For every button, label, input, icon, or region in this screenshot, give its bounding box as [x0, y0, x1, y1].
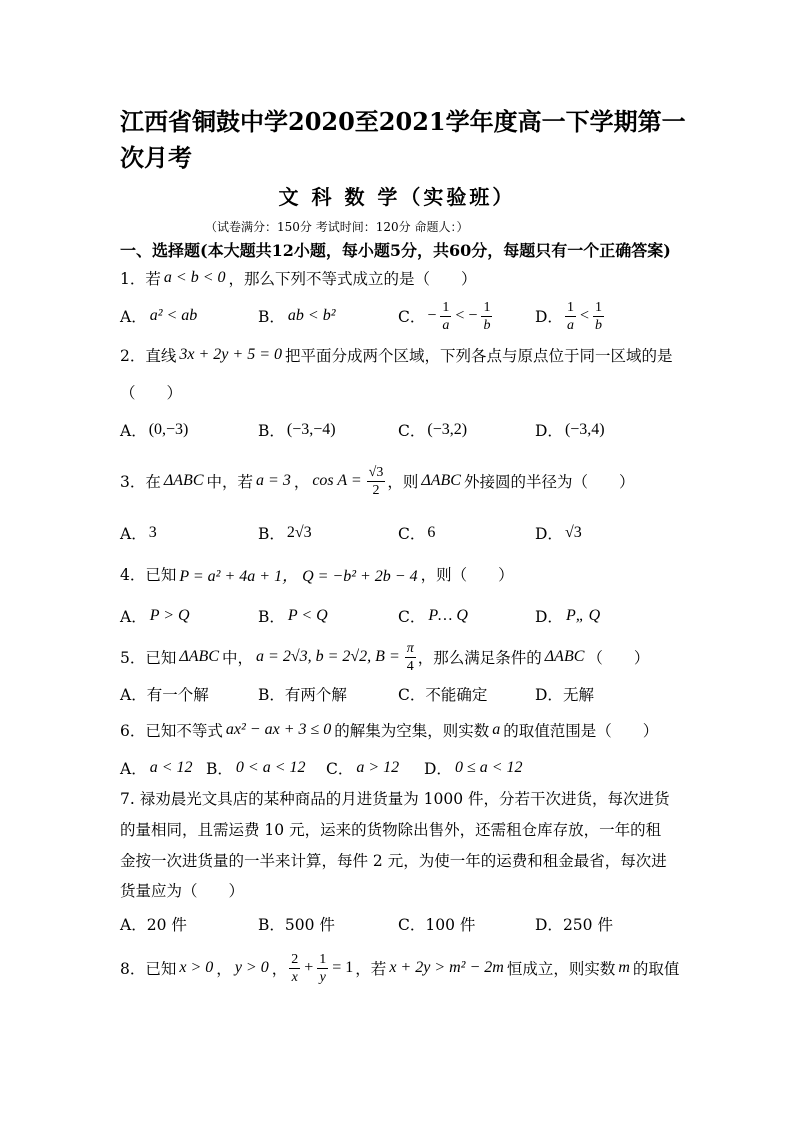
- option-d: [535, 912, 613, 936]
- option-label: C．: [398, 608, 426, 626]
- numerator: 1: [566, 299, 574, 315]
- option-value: 2√3: [286, 524, 312, 541]
- option-b: [258, 304, 338, 328]
- option-value: 500 件: [284, 916, 335, 934]
- option-math: a² < ab: [149, 307, 198, 324]
- option-d: [424, 756, 526, 780]
- fraction: [593, 299, 604, 334]
- question-3-stem: [120, 464, 635, 498]
- option-value: 有两个解: [284, 686, 347, 704]
- question-7-line-4: 货量应为（ ）: [120, 882, 245, 900]
- option-b: [258, 912, 335, 936]
- option-value: 不能确定: [425, 686, 488, 704]
- stem-math: cos A =: [312, 472, 362, 489]
- option-value: 3: [148, 524, 157, 541]
- option-c: [398, 912, 475, 936]
- stem-text: 中，: [222, 649, 254, 667]
- question-3-options: [120, 521, 680, 545]
- option-label: A．: [120, 308, 147, 326]
- question-1-stem: [120, 266, 477, 290]
- question-number: 6．: [120, 722, 146, 740]
- option-b: [258, 418, 338, 442]
- question-number: 4．: [120, 566, 146, 584]
- stem-text: 的解集为空集，则实数: [334, 722, 490, 740]
- option-label: A．: [120, 422, 147, 440]
- stem-math: a < b < 0: [163, 269, 226, 286]
- triangle-name: ΔABC: [421, 472, 461, 489]
- option-math: a > 12: [356, 759, 400, 776]
- option-label: C．: [398, 308, 426, 326]
- stem-text: 把平面分成两个区域，下列各点与原点位于同一区域的是: [284, 347, 673, 365]
- stem-text: 外接圆的半径为（ ）: [463, 473, 635, 491]
- denominator: 2: [372, 482, 380, 498]
- stem-text: ，那么下列不等式成立的是（ ）: [228, 270, 477, 288]
- option-math: P„ Q: [565, 607, 601, 624]
- option-label: B．: [258, 686, 285, 704]
- fraction: [440, 299, 451, 334]
- option-d: [535, 604, 603, 628]
- numerator: 1: [483, 299, 491, 315]
- stem-math: y > 0: [234, 959, 269, 976]
- option-value: 无解: [562, 686, 594, 704]
- question-2-stem-continued: [120, 380, 182, 404]
- question-7-line-3: 金按一次进货量的一半来计算，每件 2 元，为使一年的运费和租金最省，每次进: [120, 852, 667, 870]
- stem-text: 直线: [145, 347, 177, 365]
- option-a: [120, 682, 209, 706]
- stem-math: ax² − ax + 3 ≤ 0: [225, 721, 332, 738]
- stem-math: a = 2√3, b = 2√2, B =: [256, 648, 400, 665]
- option-value: (−3,2): [427, 421, 468, 438]
- triangle-name: ΔABC: [163, 472, 204, 489]
- question-number: 8．: [120, 960, 146, 978]
- option-label: B．: [206, 760, 233, 778]
- stem-text: ，那么满足条件的: [417, 649, 542, 667]
- question-4-options: [120, 604, 680, 628]
- option-a: [120, 756, 196, 780]
- denominator: b: [594, 317, 602, 333]
- numerator: √3: [368, 464, 384, 480]
- option-label: B．: [258, 916, 285, 934]
- option-value: 100 件: [425, 916, 476, 934]
- stem-math: a = 3: [256, 472, 291, 489]
- option-math: P < Q: [287, 607, 328, 624]
- option-b: [258, 604, 331, 628]
- option-c: [398, 682, 487, 706]
- question-1-options: [120, 299, 680, 333]
- numerator: 1: [594, 299, 602, 315]
- triangle-name: ΔABC: [179, 648, 219, 665]
- option-c: [398, 521, 437, 545]
- option-label: D．: [535, 422, 563, 440]
- question-5-options: [120, 682, 680, 706]
- stem-text: 已知: [145, 649, 177, 667]
- relation: < −: [455, 307, 478, 324]
- option-label: A．: [120, 608, 147, 626]
- option-a: [120, 521, 159, 545]
- option-label: C．: [326, 760, 354, 778]
- option-label: D．: [535, 916, 563, 934]
- option-label: D．: [535, 608, 563, 626]
- option-label: C．: [398, 916, 426, 934]
- option-value: 250 件: [562, 916, 613, 934]
- option-value: (0,−3): [148, 421, 189, 438]
- option-a: [120, 912, 187, 936]
- option-label: D．: [535, 308, 563, 326]
- question-7-options: [120, 912, 680, 936]
- question-2-options: [120, 418, 680, 442]
- stem-math: x + 2y > m² − 2m: [389, 959, 504, 976]
- stem-text: 的取值: [632, 960, 680, 978]
- stem-text: ，: [271, 960, 288, 978]
- stem-text: 在: [145, 473, 161, 491]
- numerator: π: [406, 640, 414, 656]
- option-label: C．: [398, 686, 426, 704]
- option-label: A．: [120, 686, 147, 704]
- option-label: A．: [120, 916, 147, 934]
- option-d: [535, 521, 584, 545]
- stem-math: 3x + 2y + 5 = 0: [179, 346, 282, 363]
- option-label: C．: [398, 422, 426, 440]
- denominator: b: [483, 317, 491, 333]
- denominator: a: [566, 317, 574, 333]
- option-a: [120, 604, 193, 628]
- question-7-line-1: 7. 禄劝晨光文具店的某种商品的月进货量为 1000 件，分若干次进货，每次进货: [120, 790, 670, 808]
- stem-text: 已知: [145, 566, 177, 584]
- option-value: (−3,−4): [286, 421, 336, 438]
- option-label: D．: [535, 686, 563, 704]
- stem-math: P = a² + 4a + 1， Q = −b² + 2b − 4: [179, 567, 418, 585]
- option-b: [258, 682, 347, 706]
- question-6-options: [120, 756, 680, 780]
- option-c: [326, 756, 402, 780]
- numerator: 1: [319, 951, 327, 967]
- option-label: A．: [120, 760, 147, 778]
- stem-text: ，: [216, 960, 232, 978]
- plus-sign: +: [304, 959, 314, 976]
- option-label: D．: [424, 760, 452, 778]
- question-2-stem: [120, 343, 673, 367]
- stem-text: 已知不等式: [145, 722, 223, 740]
- option-label: B．: [258, 422, 285, 440]
- denominator: a: [442, 317, 450, 333]
- relation: <: [579, 307, 589, 324]
- stem-text: （ ）: [587, 649, 650, 667]
- stem-text: 若: [145, 270, 161, 288]
- option-c: [398, 604, 471, 628]
- question-7-line-2: 的量相同，且需运费 10 元，运来的货物除出售外，还需租仓库存放，一年的租: [120, 821, 662, 839]
- question-8-stem: [120, 951, 680, 985]
- stem-text: 中，若: [206, 473, 254, 491]
- exam-info: （试卷满分：150分 考试时间：120分 命题人：）: [205, 220, 469, 234]
- stem-math: = 1: [332, 959, 354, 976]
- option-a: [120, 418, 190, 442]
- option-label: B．: [258, 525, 285, 543]
- stem-math: a: [492, 721, 501, 738]
- stem-text: ，则: [387, 473, 419, 491]
- option-value: 6: [427, 524, 436, 541]
- fraction: [481, 299, 492, 334]
- section-heading: 一、选择题(本大题共12小题，每小题5分，共60分，每题只有一个正确答案): [120, 241, 671, 260]
- fraction: [289, 951, 300, 986]
- option-d: [535, 682, 594, 706]
- question-4-stem: [120, 562, 514, 586]
- fraction: [405, 640, 416, 675]
- stem-text: 恒成立，则实数: [506, 960, 616, 978]
- question-number: 5．: [120, 649, 146, 667]
- numerator: 1: [442, 299, 450, 315]
- option-label: A．: [120, 525, 147, 543]
- question-6-stem: [120, 718, 658, 742]
- fraction: [565, 299, 576, 334]
- question-number: 2．: [120, 347, 146, 365]
- option-label: C．: [398, 525, 426, 543]
- triangle-name: ΔABC: [544, 648, 585, 665]
- option-d: [535, 418, 607, 442]
- option-label: D．: [535, 525, 563, 543]
- option-math: ab < b²: [287, 307, 336, 324]
- exam-subtitle: 文 科 数 学（实验班）: [278, 185, 516, 209]
- numerator: 2: [291, 951, 299, 967]
- option-c: [398, 418, 469, 442]
- stem-text: ，则（ ）: [420, 566, 514, 584]
- fraction: [317, 951, 328, 986]
- option-c: [398, 299, 494, 333]
- option-b: [206, 756, 308, 780]
- stem-text: ，: [293, 473, 310, 491]
- fraction: [367, 464, 386, 499]
- minus-sign: −: [427, 307, 437, 324]
- stem-math: m: [618, 959, 630, 976]
- option-value: 20 件: [146, 916, 187, 934]
- option-math: 0 ≤ a < 12: [454, 759, 523, 776]
- exam-title-line-1: 江西省铜鼓中学2020至2021学年度高一下学期第一: [120, 107, 686, 136]
- option-math: P > Q: [149, 607, 190, 624]
- exam-title-line-2: 次月考: [120, 143, 192, 172]
- question-5-stem: [120, 640, 650, 674]
- option-value: 有一个解: [146, 686, 209, 704]
- question-number: 3．: [120, 473, 146, 491]
- option-value: √3: [564, 524, 582, 541]
- answer-blank: （ ）: [120, 384, 183, 402]
- option-math: 0 < a < 12: [235, 759, 306, 776]
- option-a: [120, 304, 200, 328]
- option-math: a < 12: [149, 759, 193, 776]
- stem-text: 已知: [145, 960, 177, 978]
- option-math: P… Q: [428, 607, 468, 624]
- denominator: y: [319, 969, 326, 985]
- option-label: B．: [258, 608, 285, 626]
- stem-text: 的取值范围是（ ）: [503, 722, 659, 740]
- denominator: x: [291, 969, 298, 985]
- option-value: (−3,4): [564, 421, 605, 438]
- option-b: [258, 521, 314, 545]
- question-number: 1．: [120, 270, 146, 288]
- option-label: B．: [258, 308, 285, 326]
- option-d: [535, 299, 606, 333]
- denominator: 4: [406, 658, 414, 674]
- stem-math: x > 0: [179, 959, 214, 976]
- stem-text: ，若: [355, 960, 387, 978]
